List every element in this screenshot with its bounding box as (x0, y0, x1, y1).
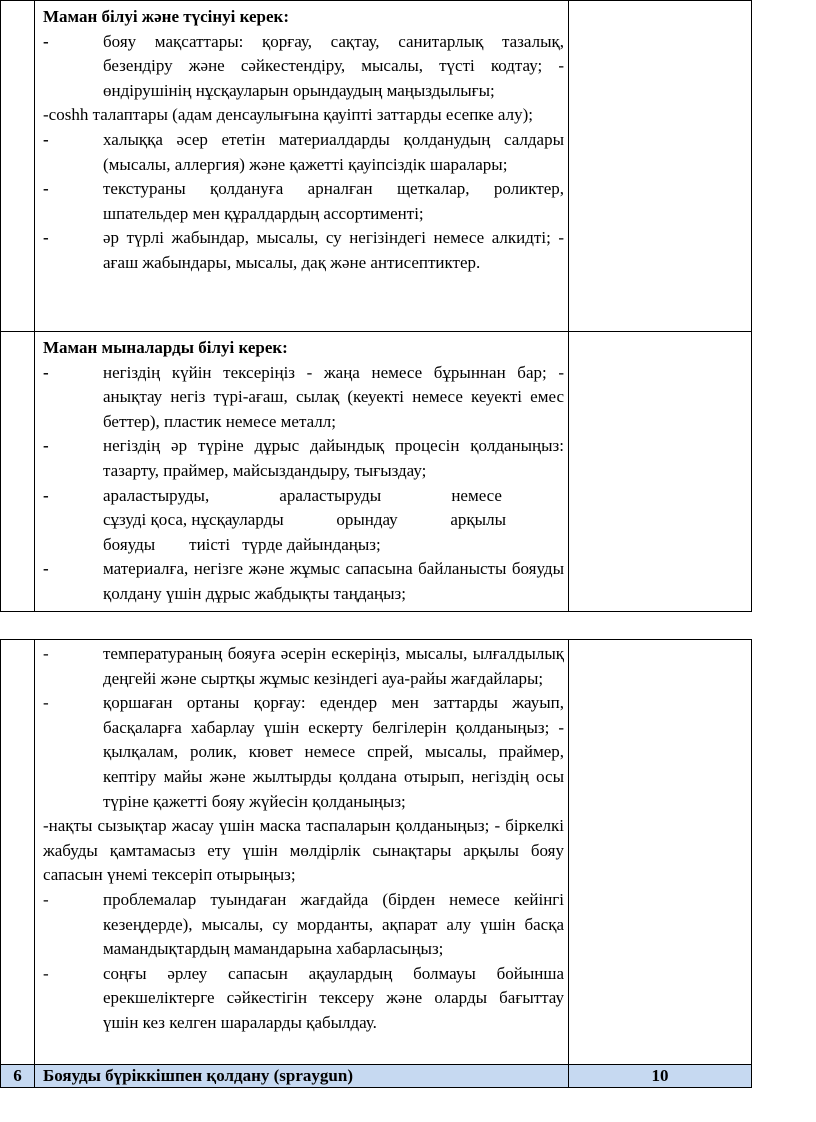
number-cell (1, 332, 35, 612)
word: бояуды (103, 534, 156, 554)
dash-marker: - (43, 31, 49, 51)
dash-marker: - (43, 179, 49, 199)
list-item-text: -coshh талаптары (адам денсаулығына қауіпті заттарды есепке алу); (43, 105, 533, 125)
number-cell (1, 640, 35, 1065)
list-item-text: қоршаған ортаны қорғау: едендер мен заттарды жауып, басқаларға хабарлау үшін ескерту белгілерін қолданыңыз; - қылқалам, ролик, кювет немесе спрей, мысалы, праймер, кептіру майы және жылтырды қолдана отырып, негіздің осы түріне қажетті бояу жүйесін қолданыңыз; (103, 693, 564, 811)
dash-marker: - (43, 485, 49, 505)
content-cell (35, 332, 569, 612)
list-item (43, 642, 564, 691)
word: арқылы (450, 510, 506, 530)
word: немесе (451, 485, 502, 505)
dash-marker: - (43, 644, 49, 663)
competency-table-part-2 (0, 639, 752, 1088)
dash-marker: - (43, 436, 49, 456)
dash-marker: - (43, 228, 49, 248)
section-heading: Маман мыналарды білуі керек: (43, 338, 288, 357)
list-item (43, 226, 564, 275)
list-item (43, 557, 564, 606)
content-cell (35, 1, 569, 332)
list-item (43, 888, 564, 962)
dash-marker: - (43, 693, 49, 713)
list-item-line (43, 484, 564, 509)
word: араластыруды, (103, 485, 210, 505)
list-item-text: негіздің әр түріне дұрыс дайындық процесін қолданыңыз: тазарту, праймер, майсыздандыру, тығыздау; (103, 436, 564, 480)
list-item-text: бояу мақсаттары: қорғау, сақтау, санитарлық тазалық, безендіру және сәйкестендіру, мысалы, түсті кодтау; - өндірушінің нұсқауларын орындаудың маңыздылығы; (103, 31, 564, 100)
total-row (1, 1065, 752, 1088)
word: орындау (336, 510, 398, 530)
list-item-text: соңғы әрлеу сапасын ақаулардың болмауы бойынша ерекшеліктерге сәйкестігін тексеру және оларды бағыттау үшін кез келген шараларды қабылдау. (103, 963, 564, 1032)
list-item (43, 962, 564, 1036)
list-item (43, 30, 564, 104)
hours-cell (569, 1, 752, 332)
number-cell (1, 1, 35, 332)
list-item (43, 484, 564, 558)
word: тиісті (189, 534, 231, 554)
word: түрде дайындаңыз; (242, 534, 381, 554)
list-item-text: халыққа әсер ететін материалдарды қолданудың салдары (мысалы, аллергия) және қажетті қауіпсіздік шаралары; (103, 129, 564, 174)
content-cell (35, 640, 569, 1065)
list-item (43, 691, 564, 814)
list-item-line (43, 508, 564, 533)
hours-cell (569, 640, 752, 1065)
dash-marker: - (43, 129, 49, 149)
word: араластыруды (279, 485, 382, 505)
section-heading: Маман білуі және түсінуі керек: (43, 7, 290, 26)
list-item-text: материалға, негізге және жұмыс сапасына байланысты бояуды қолдану үшін дұрыс жабдықты таңдаңыз; (103, 559, 564, 603)
row-title: Бояуды бүріккішпен қолдану (spraygun) (35, 1065, 569, 1088)
list-item-text: -нақты сызықтар жасау үшін маска таспаларын қолданыңыз; - біркелкі жабуды қамтамасыз ету үшін мөлдірлік сынақтары арқылы бояу сапасын үнемі тексеріп отырыңыз; (43, 816, 564, 885)
list-item-text: температураның бояуға әсерін ескеріңіз, мысалы, ылғалдылық деңгейі және сыртқы жұмыс кезіндегі ауа-райы жағдайлары; (103, 644, 564, 688)
list-item-line (43, 533, 564, 558)
list-item-text: проблемалар туындаған жағдайда (бірден немесе кейінгі кезеңдерде), мысалы, су морданты, ақпарат алу үшін басқа мамандықтардың мамандарына хабарласыңыз; (103, 889, 564, 959)
dash-marker: - (43, 889, 49, 909)
word: сұзуді қоса, нұсқауларды (103, 510, 284, 530)
table-row (1, 332, 752, 612)
dash-marker: - (43, 963, 49, 983)
table-row (1, 640, 752, 1065)
row-number: 6 (1, 1065, 35, 1088)
list-item (43, 177, 564, 226)
list-item-text: әр түрлі жабындар, мысалы, су негізіндегі немесе алкидті; - ағаш жабындары, мысалы, дақ және антисептиктер. (103, 228, 564, 272)
row-hours: 10 (569, 1065, 752, 1088)
dash-marker: - (43, 559, 49, 579)
list-item-text: текстураны қолдануға арналған щеткалар, роликтер, шпательдер мен құралдардың ассортименті; (103, 179, 564, 223)
list-item (43, 361, 564, 435)
list-item (43, 128, 564, 177)
table-row (1, 1, 752, 332)
list-item (43, 434, 564, 483)
dash-marker: - (43, 362, 49, 382)
list-item-text: негіздің күйін тексеріңіз - жаңа немесе бұрыннан бар; - анықтау негіз түрі-ағаш, сылақ (кеуекті немесе кеуекті емес беттер), пластик немесе металл; (103, 362, 564, 431)
hours-cell (569, 332, 752, 612)
